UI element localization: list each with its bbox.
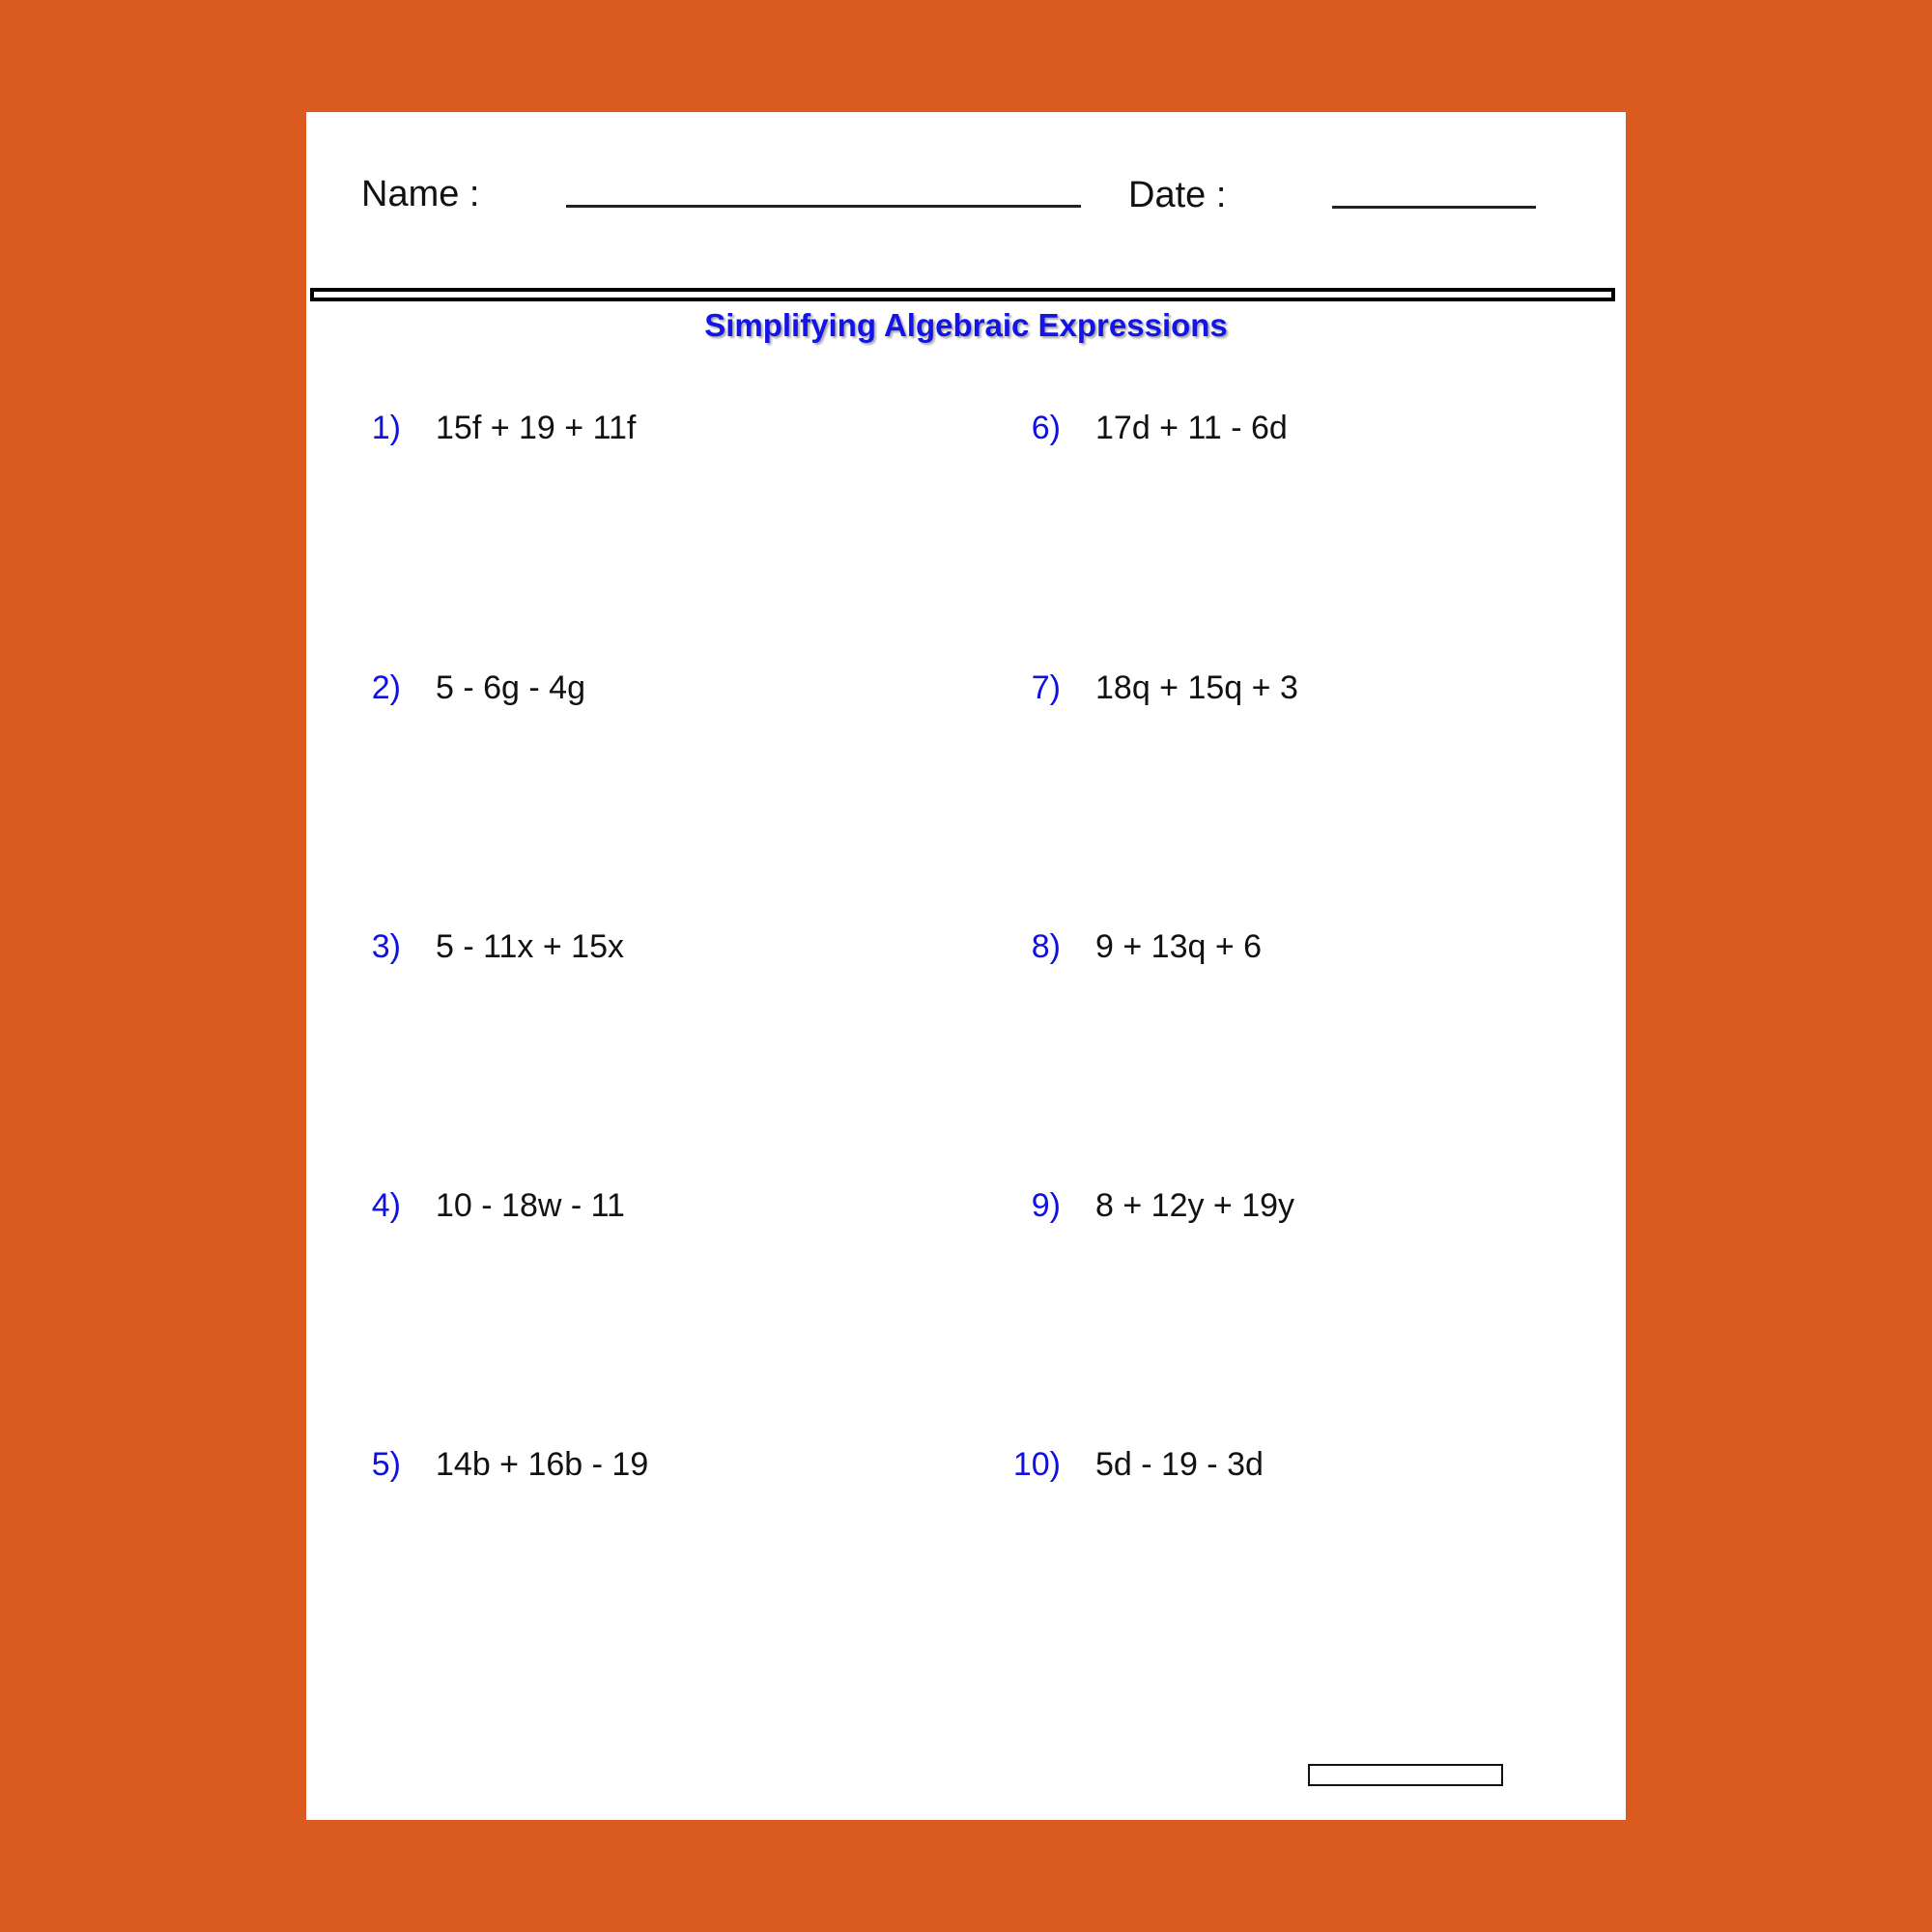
date-field-line[interactable] xyxy=(1332,206,1536,209)
problem-number: 6) xyxy=(1031,410,1061,446)
problem-expression: 14b + 16b - 19 xyxy=(436,1446,649,1483)
name-field-line[interactable] xyxy=(566,205,1081,208)
name-label: Name : xyxy=(361,174,480,214)
problem-expression: 15f + 19 + 11f xyxy=(436,410,637,446)
problem-expression: 17d + 11 - 6d xyxy=(1095,410,1288,446)
problem-number: 5) xyxy=(371,1446,401,1483)
problem-expression: 5 - 11x + 15x xyxy=(436,928,624,965)
worksheet-title: Simplifying Algebraic Expressions xyxy=(704,307,1228,343)
problem-number: 1) xyxy=(371,410,401,446)
date-label: Date : xyxy=(1128,175,1227,215)
problem-number: 10) xyxy=(1012,1446,1061,1483)
problem-number: 2) xyxy=(371,669,401,706)
problem-number: 3) xyxy=(371,928,401,965)
problem-expression: 18q + 15q + 3 xyxy=(1095,669,1298,706)
score-box[interactable] xyxy=(1308,1764,1503,1786)
problem-expression: 9 + 13q + 6 xyxy=(1095,928,1263,965)
worksheet-page xyxy=(306,112,1626,1820)
problem-expression: 10 - 18w - 11 xyxy=(436,1187,625,1224)
problem-number: 9) xyxy=(1031,1187,1061,1224)
header-divider xyxy=(310,288,1615,301)
problem-number: 8) xyxy=(1031,928,1061,965)
problem-expression: 5 - 6g - 4g xyxy=(436,669,585,706)
problem-number: 7) xyxy=(1031,669,1061,706)
problem-expression: 8 + 12y + 19y xyxy=(1095,1187,1295,1224)
problem-number: 4) xyxy=(371,1187,401,1224)
problem-expression: 5d - 19 - 3d xyxy=(1095,1446,1264,1483)
